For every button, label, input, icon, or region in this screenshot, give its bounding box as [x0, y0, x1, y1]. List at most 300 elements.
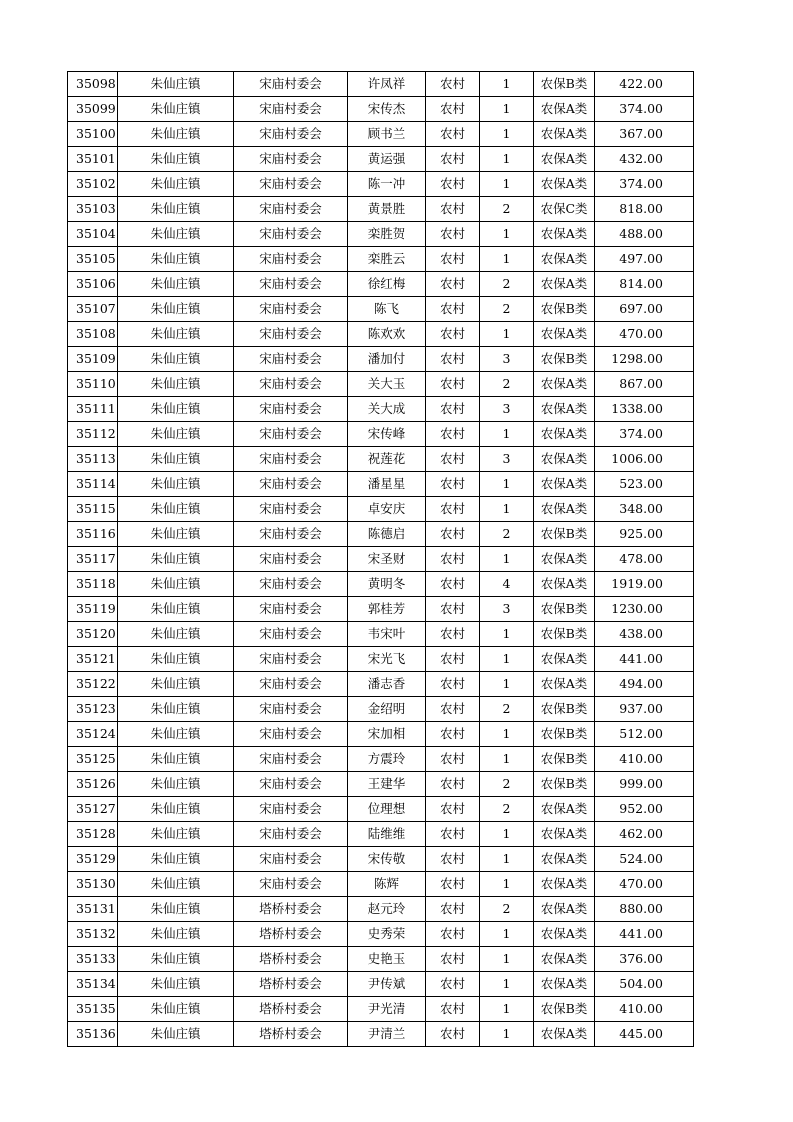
recipient-name-cell: 潘志香: [348, 672, 426, 697]
amount-cell: 374.00: [595, 422, 694, 447]
town-cell: 朱仙庄镇: [118, 647, 234, 672]
village-committee-cell: 塔桥村委会: [234, 997, 348, 1022]
table-row: [68, 197, 694, 222]
town-cell: 朱仙庄镇: [118, 172, 234, 197]
recipient-name-cell: 栾胜云: [348, 247, 426, 272]
village-committee-cell: 宋庙村委会: [234, 497, 348, 522]
town-cell: 朱仙庄镇: [118, 447, 234, 472]
table-row: [68, 672, 694, 697]
insurance-category-cell: 农保A类: [534, 972, 595, 997]
recipient-name-cell: 宋传敬: [348, 847, 426, 872]
amount-cell: 818.00: [595, 197, 694, 222]
table-row: [68, 472, 694, 497]
amount-cell: 867.00: [595, 372, 694, 397]
amount-cell: 1006.00: [595, 447, 694, 472]
household-type-cell: 农村: [426, 472, 480, 497]
table-row: [68, 547, 694, 572]
record-id-cell: 35127: [68, 797, 118, 822]
household-type-cell: 农村: [426, 272, 480, 297]
amount-cell: 880.00: [595, 897, 694, 922]
person-count-cell: 1: [480, 847, 534, 872]
amount-cell: 524.00: [595, 847, 694, 872]
record-id-cell: 35103: [68, 197, 118, 222]
assistance-roster-table: [67, 71, 694, 1047]
town-cell: 朱仙庄镇: [118, 547, 234, 572]
town-cell: 朱仙庄镇: [118, 322, 234, 347]
town-cell: 朱仙庄镇: [118, 347, 234, 372]
person-count-cell: 2: [480, 897, 534, 922]
insurance-category-cell: 农保B类: [534, 72, 595, 97]
person-count-cell: 2: [480, 197, 534, 222]
household-type-cell: 农村: [426, 747, 480, 772]
record-id-cell: 35125: [68, 747, 118, 772]
record-id-cell: 35115: [68, 497, 118, 522]
town-cell: 朱仙庄镇: [118, 272, 234, 297]
recipient-name-cell: 陈飞: [348, 297, 426, 322]
amount-cell: 348.00: [595, 497, 694, 522]
household-type-cell: 农村: [426, 322, 480, 347]
village-committee-cell: 宋庙村委会: [234, 472, 348, 497]
town-cell: 朱仙庄镇: [118, 872, 234, 897]
village-committee-cell: 塔桥村委会: [234, 1022, 348, 1047]
recipient-name-cell: 潘星星: [348, 472, 426, 497]
table-row: [68, 922, 694, 947]
amount-cell: 925.00: [595, 522, 694, 547]
household-type-cell: 农村: [426, 847, 480, 872]
record-id-cell: 35109: [68, 347, 118, 372]
amount-cell: 523.00: [595, 472, 694, 497]
table-row: [68, 822, 694, 847]
recipient-name-cell: 许凤祥: [348, 72, 426, 97]
person-count-cell: 1: [480, 822, 534, 847]
person-count-cell: 1: [480, 97, 534, 122]
record-id-cell: 35102: [68, 172, 118, 197]
town-cell: 朱仙庄镇: [118, 922, 234, 947]
household-type-cell: 农村: [426, 797, 480, 822]
person-count-cell: 1: [480, 947, 534, 972]
household-type-cell: 农村: [426, 897, 480, 922]
village-committee-cell: 塔桥村委会: [234, 972, 348, 997]
village-committee-cell: 宋庙村委会: [234, 547, 348, 572]
table-row: [68, 647, 694, 672]
person-count-cell: 1: [480, 647, 534, 672]
household-type-cell: 农村: [426, 697, 480, 722]
recipient-name-cell: 宋传峰: [348, 422, 426, 447]
amount-cell: 410.00: [595, 747, 694, 772]
household-type-cell: 农村: [426, 572, 480, 597]
insurance-category-cell: 农保A类: [534, 647, 595, 672]
table-row: [68, 597, 694, 622]
table-row: [68, 897, 694, 922]
amount-cell: 814.00: [595, 272, 694, 297]
table-body: [68, 72, 694, 1047]
table-row: [68, 222, 694, 247]
village-committee-cell: 宋庙村委会: [234, 272, 348, 297]
village-committee-cell: 宋庙村委会: [234, 522, 348, 547]
person-count-cell: 2: [480, 372, 534, 397]
town-cell: 朱仙庄镇: [118, 147, 234, 172]
table-row: [68, 947, 694, 972]
person-count-cell: 1: [480, 622, 534, 647]
recipient-name-cell: 栾胜贺: [348, 222, 426, 247]
insurance-category-cell: 农保A类: [534, 397, 595, 422]
amount-cell: 445.00: [595, 1022, 694, 1047]
person-count-cell: 1: [480, 422, 534, 447]
recipient-name-cell: 赵元玲: [348, 897, 426, 922]
record-id-cell: 35116: [68, 522, 118, 547]
recipient-name-cell: 宋加相: [348, 722, 426, 747]
amount-cell: 367.00: [595, 122, 694, 147]
table-row: [68, 72, 694, 97]
amount-cell: 504.00: [595, 972, 694, 997]
recipient-name-cell: 史艳玉: [348, 947, 426, 972]
household-type-cell: 农村: [426, 497, 480, 522]
recipient-name-cell: 宋光飞: [348, 647, 426, 672]
insurance-category-cell: 农保A类: [534, 147, 595, 172]
household-type-cell: 农村: [426, 222, 480, 247]
village-committee-cell: 宋庙村委会: [234, 372, 348, 397]
household-type-cell: 农村: [426, 72, 480, 97]
amount-cell: 374.00: [595, 172, 694, 197]
insurance-category-cell: 农保B类: [534, 997, 595, 1022]
table-row: [68, 272, 694, 297]
table-row: [68, 972, 694, 997]
amount-cell: 1298.00: [595, 347, 694, 372]
amount-cell: 470.00: [595, 322, 694, 347]
record-id-cell: 35134: [68, 972, 118, 997]
person-count-cell: 1: [480, 922, 534, 947]
insurance-category-cell: 农保A类: [534, 272, 595, 297]
record-id-cell: 35099: [68, 97, 118, 122]
table-row: [68, 247, 694, 272]
table-row: [68, 747, 694, 772]
household-type-cell: 农村: [426, 447, 480, 472]
record-id-cell: 35105: [68, 247, 118, 272]
amount-cell: 374.00: [595, 97, 694, 122]
table-row: [68, 722, 694, 747]
person-count-cell: 3: [480, 447, 534, 472]
person-count-cell: 1: [480, 472, 534, 497]
village-committee-cell: 宋庙村委会: [234, 672, 348, 697]
table-row: [68, 147, 694, 172]
village-committee-cell: 宋庙村委会: [234, 847, 348, 872]
record-id-cell: 35107: [68, 297, 118, 322]
insurance-category-cell: 农保B类: [534, 597, 595, 622]
village-committee-cell: 宋庙村委会: [234, 197, 348, 222]
record-id-cell: 35100: [68, 122, 118, 147]
record-id-cell: 35101: [68, 147, 118, 172]
amount-cell: 999.00: [595, 772, 694, 797]
town-cell: 朱仙庄镇: [118, 722, 234, 747]
household-type-cell: 农村: [426, 122, 480, 147]
town-cell: 朱仙庄镇: [118, 1022, 234, 1047]
recipient-name-cell: 宋圣财: [348, 547, 426, 572]
town-cell: 朱仙庄镇: [118, 247, 234, 272]
insurance-category-cell: 农保B类: [534, 747, 595, 772]
recipient-name-cell: 尹清兰: [348, 1022, 426, 1047]
household-type-cell: 农村: [426, 372, 480, 397]
insurance-category-cell: 农保A类: [534, 922, 595, 947]
household-type-cell: 农村: [426, 547, 480, 572]
person-count-cell: 3: [480, 597, 534, 622]
person-count-cell: 2: [480, 797, 534, 822]
insurance-category-cell: 农保B类: [534, 297, 595, 322]
insurance-category-cell: 农保C类: [534, 197, 595, 222]
table-row: [68, 772, 694, 797]
recipient-name-cell: 祝莲花: [348, 447, 426, 472]
town-cell: 朱仙庄镇: [118, 972, 234, 997]
town-cell: 朱仙庄镇: [118, 97, 234, 122]
household-type-cell: 农村: [426, 972, 480, 997]
amount-cell: 512.00: [595, 722, 694, 747]
table-row: [68, 522, 694, 547]
village-committee-cell: 宋庙村委会: [234, 322, 348, 347]
person-count-cell: 1: [480, 122, 534, 147]
person-count-cell: 1: [480, 172, 534, 197]
village-committee-cell: 宋庙村委会: [234, 697, 348, 722]
town-cell: 朱仙庄镇: [118, 522, 234, 547]
person-count-cell: 2: [480, 297, 534, 322]
table-row: [68, 572, 694, 597]
recipient-name-cell: 关大玉: [348, 372, 426, 397]
record-id-cell: 35123: [68, 697, 118, 722]
amount-cell: 1338.00: [595, 397, 694, 422]
person-count-cell: 1: [480, 247, 534, 272]
recipient-name-cell: 宋传杰: [348, 97, 426, 122]
record-id-cell: 35108: [68, 322, 118, 347]
insurance-category-cell: 农保A类: [534, 322, 595, 347]
record-id-cell: 35110: [68, 372, 118, 397]
village-committee-cell: 塔桥村委会: [234, 947, 348, 972]
table-row: [68, 322, 694, 347]
household-type-cell: 农村: [426, 922, 480, 947]
insurance-category-cell: 农保A类: [534, 1022, 595, 1047]
amount-cell: 697.00: [595, 297, 694, 322]
person-count-cell: 1: [480, 547, 534, 572]
record-id-cell: 35106: [68, 272, 118, 297]
record-id-cell: 35124: [68, 722, 118, 747]
table-row: [68, 297, 694, 322]
insurance-category-cell: 农保B类: [534, 772, 595, 797]
village-committee-cell: 宋庙村委会: [234, 172, 348, 197]
town-cell: 朱仙庄镇: [118, 72, 234, 97]
record-id-cell: 35135: [68, 997, 118, 1022]
amount-cell: 470.00: [595, 872, 694, 897]
household-type-cell: 农村: [426, 772, 480, 797]
insurance-category-cell: 农保A类: [534, 572, 595, 597]
household-type-cell: 农村: [426, 597, 480, 622]
household-type-cell: 农村: [426, 872, 480, 897]
table-row: [68, 872, 694, 897]
town-cell: 朱仙庄镇: [118, 697, 234, 722]
record-id-cell: 35121: [68, 647, 118, 672]
town-cell: 朱仙庄镇: [118, 222, 234, 247]
recipient-name-cell: 陈一冲: [348, 172, 426, 197]
town-cell: 朱仙庄镇: [118, 997, 234, 1022]
table-row: [68, 997, 694, 1022]
household-type-cell: 农村: [426, 197, 480, 222]
recipient-name-cell: 郭桂芳: [348, 597, 426, 622]
town-cell: 朱仙庄镇: [118, 947, 234, 972]
recipient-name-cell: 顾书兰: [348, 122, 426, 147]
person-count-cell: 2: [480, 772, 534, 797]
town-cell: 朱仙庄镇: [118, 897, 234, 922]
village-committee-cell: 宋庙村委会: [234, 422, 348, 447]
town-cell: 朱仙庄镇: [118, 397, 234, 422]
household-type-cell: 农村: [426, 422, 480, 447]
record-id-cell: 35133: [68, 947, 118, 972]
table-row: [68, 497, 694, 522]
recipient-name-cell: 位理想: [348, 797, 426, 822]
recipient-name-cell: 陆维维: [348, 822, 426, 847]
record-id-cell: 35128: [68, 822, 118, 847]
table-row: [68, 622, 694, 647]
recipient-name-cell: 尹光清: [348, 997, 426, 1022]
person-count-cell: 1: [480, 147, 534, 172]
town-cell: 朱仙庄镇: [118, 422, 234, 447]
recipient-name-cell: 韦宋叶: [348, 622, 426, 647]
insurance-category-cell: 农保A类: [534, 822, 595, 847]
table-row: [68, 347, 694, 372]
table-row: [68, 397, 694, 422]
household-type-cell: 农村: [426, 397, 480, 422]
village-committee-cell: 宋庙村委会: [234, 222, 348, 247]
village-committee-cell: 宋庙村委会: [234, 797, 348, 822]
household-type-cell: 农村: [426, 522, 480, 547]
insurance-category-cell: 农保A类: [534, 497, 595, 522]
village-committee-cell: 宋庙村委会: [234, 572, 348, 597]
household-type-cell: 农村: [426, 672, 480, 697]
town-cell: 朱仙庄镇: [118, 797, 234, 822]
village-committee-cell: 宋庙村委会: [234, 97, 348, 122]
amount-cell: 497.00: [595, 247, 694, 272]
village-committee-cell: 宋庙村委会: [234, 772, 348, 797]
town-cell: 朱仙庄镇: [118, 572, 234, 597]
record-id-cell: 35132: [68, 922, 118, 947]
village-committee-cell: 宋庙村委会: [234, 297, 348, 322]
insurance-category-cell: 农保A类: [534, 547, 595, 572]
insurance-category-cell: 农保A类: [534, 247, 595, 272]
amount-cell: 494.00: [595, 672, 694, 697]
record-id-cell: 35112: [68, 422, 118, 447]
insurance-category-cell: 农保A类: [534, 947, 595, 972]
recipient-name-cell: 卓安庆: [348, 497, 426, 522]
record-id-cell: 35114: [68, 472, 118, 497]
recipient-name-cell: 陈辉: [348, 872, 426, 897]
table-row: [68, 122, 694, 147]
recipient-name-cell: 陈欢欢: [348, 322, 426, 347]
household-type-cell: 农村: [426, 297, 480, 322]
person-count-cell: 1: [480, 72, 534, 97]
village-committee-cell: 宋庙村委会: [234, 747, 348, 772]
amount-cell: 438.00: [595, 622, 694, 647]
insurance-category-cell: 农保A类: [534, 897, 595, 922]
recipient-name-cell: 黄运强: [348, 147, 426, 172]
recipient-name-cell: 方震玲: [348, 747, 426, 772]
recipient-name-cell: 王建华: [348, 772, 426, 797]
person-count-cell: 1: [480, 747, 534, 772]
household-type-cell: 农村: [426, 97, 480, 122]
person-count-cell: 3: [480, 397, 534, 422]
record-id-cell: 35119: [68, 597, 118, 622]
village-committee-cell: 宋庙村委会: [234, 722, 348, 747]
insurance-category-cell: 农保A类: [534, 172, 595, 197]
village-committee-cell: 宋庙村委会: [234, 447, 348, 472]
recipient-name-cell: 陈德启: [348, 522, 426, 547]
person-count-cell: 4: [480, 572, 534, 597]
insurance-category-cell: 农保B类: [534, 522, 595, 547]
insurance-category-cell: 农保A类: [534, 672, 595, 697]
town-cell: 朱仙庄镇: [118, 197, 234, 222]
village-committee-cell: 宋庙村委会: [234, 247, 348, 272]
record-id-cell: 35098: [68, 72, 118, 97]
household-type-cell: 农村: [426, 172, 480, 197]
table-row: [68, 697, 694, 722]
household-type-cell: 农村: [426, 997, 480, 1022]
household-type-cell: 农村: [426, 247, 480, 272]
amount-cell: 478.00: [595, 547, 694, 572]
record-id-cell: 35131: [68, 897, 118, 922]
village-committee-cell: 塔桥村委会: [234, 922, 348, 947]
recipient-name-cell: 黄景胜: [348, 197, 426, 222]
town-cell: 朱仙庄镇: [118, 597, 234, 622]
amount-cell: 488.00: [595, 222, 694, 247]
record-id-cell: 35117: [68, 547, 118, 572]
recipient-name-cell: 金绍明: [348, 697, 426, 722]
household-type-cell: 农村: [426, 822, 480, 847]
town-cell: 朱仙庄镇: [118, 497, 234, 522]
town-cell: 朱仙庄镇: [118, 672, 234, 697]
person-count-cell: 1: [480, 722, 534, 747]
table-row: [68, 422, 694, 447]
insurance-category-cell: 农保A类: [534, 372, 595, 397]
recipient-name-cell: 潘加付: [348, 347, 426, 372]
village-committee-cell: 宋庙村委会: [234, 347, 348, 372]
village-committee-cell: 宋庙村委会: [234, 397, 348, 422]
amount-cell: 937.00: [595, 697, 694, 722]
household-type-cell: 农村: [426, 622, 480, 647]
table-row: [68, 97, 694, 122]
town-cell: 朱仙庄镇: [118, 822, 234, 847]
town-cell: 朱仙庄镇: [118, 747, 234, 772]
town-cell: 朱仙庄镇: [118, 622, 234, 647]
insurance-category-cell: 农保A类: [534, 797, 595, 822]
amount-cell: 462.00: [595, 822, 694, 847]
person-count-cell: 1: [480, 872, 534, 897]
household-type-cell: 农村: [426, 1022, 480, 1047]
village-committee-cell: 宋庙村委会: [234, 622, 348, 647]
person-count-cell: 2: [480, 272, 534, 297]
record-id-cell: 35113: [68, 447, 118, 472]
person-count-cell: 1: [480, 497, 534, 522]
amount-cell: 432.00: [595, 147, 694, 172]
record-id-cell: 35120: [68, 622, 118, 647]
recipient-name-cell: 徐红梅: [348, 272, 426, 297]
town-cell: 朱仙庄镇: [118, 847, 234, 872]
insurance-category-cell: 农保A类: [534, 222, 595, 247]
household-type-cell: 农村: [426, 647, 480, 672]
person-count-cell: 1: [480, 322, 534, 347]
record-id-cell: 35104: [68, 222, 118, 247]
insurance-category-cell: 农保A类: [534, 447, 595, 472]
village-committee-cell: 宋庙村委会: [234, 122, 348, 147]
village-committee-cell: 宋庙村委会: [234, 597, 348, 622]
recipient-name-cell: 关大成: [348, 397, 426, 422]
insurance-category-cell: 农保A类: [534, 472, 595, 497]
record-id-cell: 35130: [68, 872, 118, 897]
recipient-name-cell: 黄明冬: [348, 572, 426, 597]
amount-cell: 410.00: [595, 997, 694, 1022]
